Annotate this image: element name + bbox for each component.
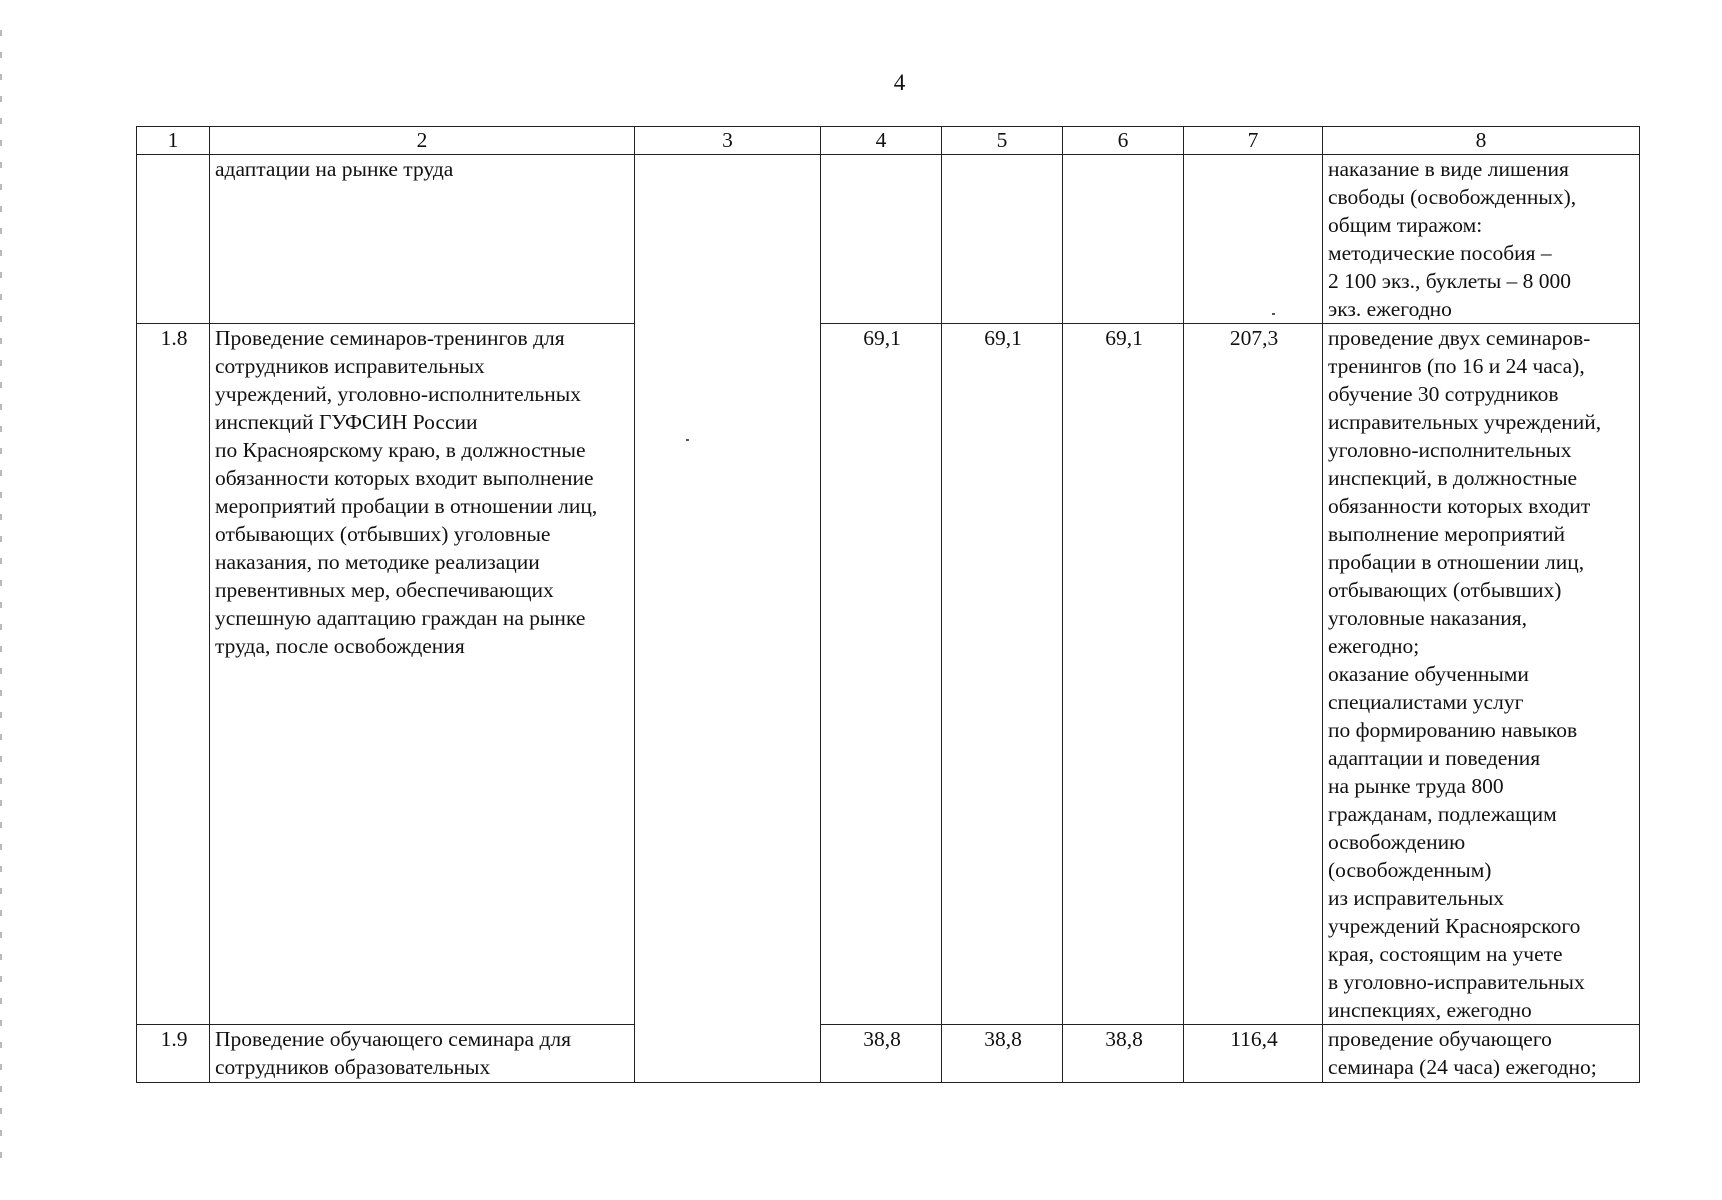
- header-col-3: 3: [635, 127, 821, 155]
- header-col-7: 7: [1184, 127, 1323, 155]
- result-line: уголовно-исполнительных: [1328, 438, 1572, 462]
- activity-line: отбывающих (отбывших) уголовные: [215, 522, 551, 546]
- table-row: [137, 1025, 1640, 1083]
- activity-description: [210, 1025, 635, 1083]
- activity-line: Проведение обучающего семинара для: [215, 1027, 571, 1051]
- row-number: [137, 155, 210, 324]
- row-number: 1.8: [137, 324, 210, 1025]
- col7-value: [1184, 155, 1323, 324]
- result-line: методические пособия –: [1328, 241, 1552, 265]
- col5-value: [942, 155, 1063, 324]
- result-line: тренингов (по 16 и 24 часа),: [1328, 354, 1585, 378]
- activity-line: Проведение семинаров-тренингов для: [215, 326, 565, 350]
- col6-value: 38,8: [1063, 1025, 1184, 1083]
- result-line: уголовные наказания,: [1328, 606, 1528, 630]
- col5-value: 69,1: [942, 324, 1063, 1025]
- result-line: из исправительных: [1328, 886, 1505, 910]
- expected-result: [1323, 1025, 1640, 1083]
- table-row: [137, 324, 1640, 1025]
- result-line: наказание в виде лишения: [1328, 157, 1569, 181]
- activity-description: [210, 155, 635, 324]
- result-line: ежегодно;: [1328, 634, 1420, 658]
- result-line: экз. ежегодно: [1328, 297, 1452, 321]
- result-line: общим тиражом:: [1328, 213, 1483, 237]
- activity-description: [210, 324, 635, 1025]
- result-line: оказание обученными: [1328, 662, 1529, 686]
- result-line: семинара (24 часа) ежегодно;: [1328, 1055, 1597, 1079]
- activity-line: инспекций ГУФСИН России: [215, 410, 478, 434]
- col3-cell: [635, 155, 821, 1083]
- result-line: инспекциях, ежегодно: [1328, 998, 1532, 1022]
- result-line: свободы (освобожденных),: [1328, 185, 1577, 209]
- col7-value: 116,4: [1184, 1025, 1323, 1083]
- col6-value: [1063, 155, 1184, 324]
- result-line: отбывающих (отбывших): [1328, 578, 1562, 602]
- header-row: [137, 127, 1640, 155]
- activity-line: обязанности которых входит выполнение: [215, 466, 594, 490]
- scan-speck: [686, 439, 689, 441]
- result-line: гражданам, подлежащим: [1328, 802, 1557, 826]
- expected-result: [1323, 155, 1640, 324]
- col7-value: 207,3: [1184, 324, 1323, 1025]
- header-col-6: 6: [1063, 127, 1184, 155]
- result-line: по формированию навыков: [1328, 718, 1578, 742]
- activity-line: успешную адаптацию граждан на рынке: [215, 606, 586, 630]
- activity-line: труда, после освобождения: [215, 634, 465, 658]
- result-line: обязанности которых входит: [1328, 494, 1591, 518]
- col4-value: [821, 155, 942, 324]
- result-line: проведение обучающего: [1328, 1027, 1552, 1051]
- col4-value: 38,8: [821, 1025, 942, 1083]
- result-line: специалистами услуг: [1328, 690, 1524, 714]
- page-number: 4: [893, 70, 906, 95]
- col5-value: 38,8: [942, 1025, 1063, 1083]
- expected-result: [1323, 324, 1640, 1025]
- result-line: на рынке труда 800: [1328, 774, 1504, 798]
- result-line: инспекций, в должностные: [1328, 466, 1578, 490]
- header-col-2: 2: [210, 127, 635, 155]
- result-line: выполнение мероприятий: [1328, 522, 1565, 546]
- activity-line: по Красноярскому краю, в должностные: [215, 438, 586, 462]
- result-line: края, состоящим на учете: [1328, 942, 1563, 966]
- scan-edge-artifact: [0, 30, 2, 1160]
- activity-line: мероприятий пробации в отношении лиц,: [215, 494, 598, 518]
- activity-line: наказания, по методике реализации: [215, 550, 540, 574]
- result-line: учреждений Красноярского: [1328, 914, 1581, 938]
- table-row: [137, 155, 1640, 324]
- result-line: обучение 30 сотрудников: [1328, 382, 1559, 406]
- header-col-8: 8: [1323, 127, 1640, 155]
- result-line: пробации в отношении лиц,: [1328, 550, 1585, 574]
- col4-value: 69,1: [821, 324, 942, 1025]
- activity-line: сотрудников образовательных: [215, 1055, 491, 1079]
- header-col-5: 5: [942, 127, 1063, 155]
- col6-value: 69,1: [1063, 324, 1184, 1025]
- activity-line: адаптации на рынке труда: [215, 157, 454, 181]
- row-number: 1.9: [137, 1025, 210, 1083]
- result-line: освобождению: [1328, 830, 1466, 854]
- activity-line: превентивных мер, обеспечивающих: [215, 578, 554, 602]
- result-line: (освобожденным): [1328, 858, 1492, 882]
- activity-line: сотрудников исправительных: [215, 354, 485, 378]
- result-line: исправительных учреждений,: [1328, 410, 1602, 434]
- header-col-4: 4: [821, 127, 942, 155]
- result-line: проведение двух семинаров-: [1328, 326, 1591, 350]
- result-line: в уголовно-исправительных: [1328, 970, 1585, 994]
- result-line: 2 100 экз., буклеты – 8 000: [1328, 269, 1572, 293]
- activity-line: учреждений, уголовно-исполнительных: [215, 382, 581, 406]
- result-line: адаптации и поведения: [1328, 746, 1541, 770]
- scan-speck: [1272, 313, 1275, 315]
- program-table: [136, 126, 1640, 1083]
- header-col-1: 1: [137, 127, 210, 155]
